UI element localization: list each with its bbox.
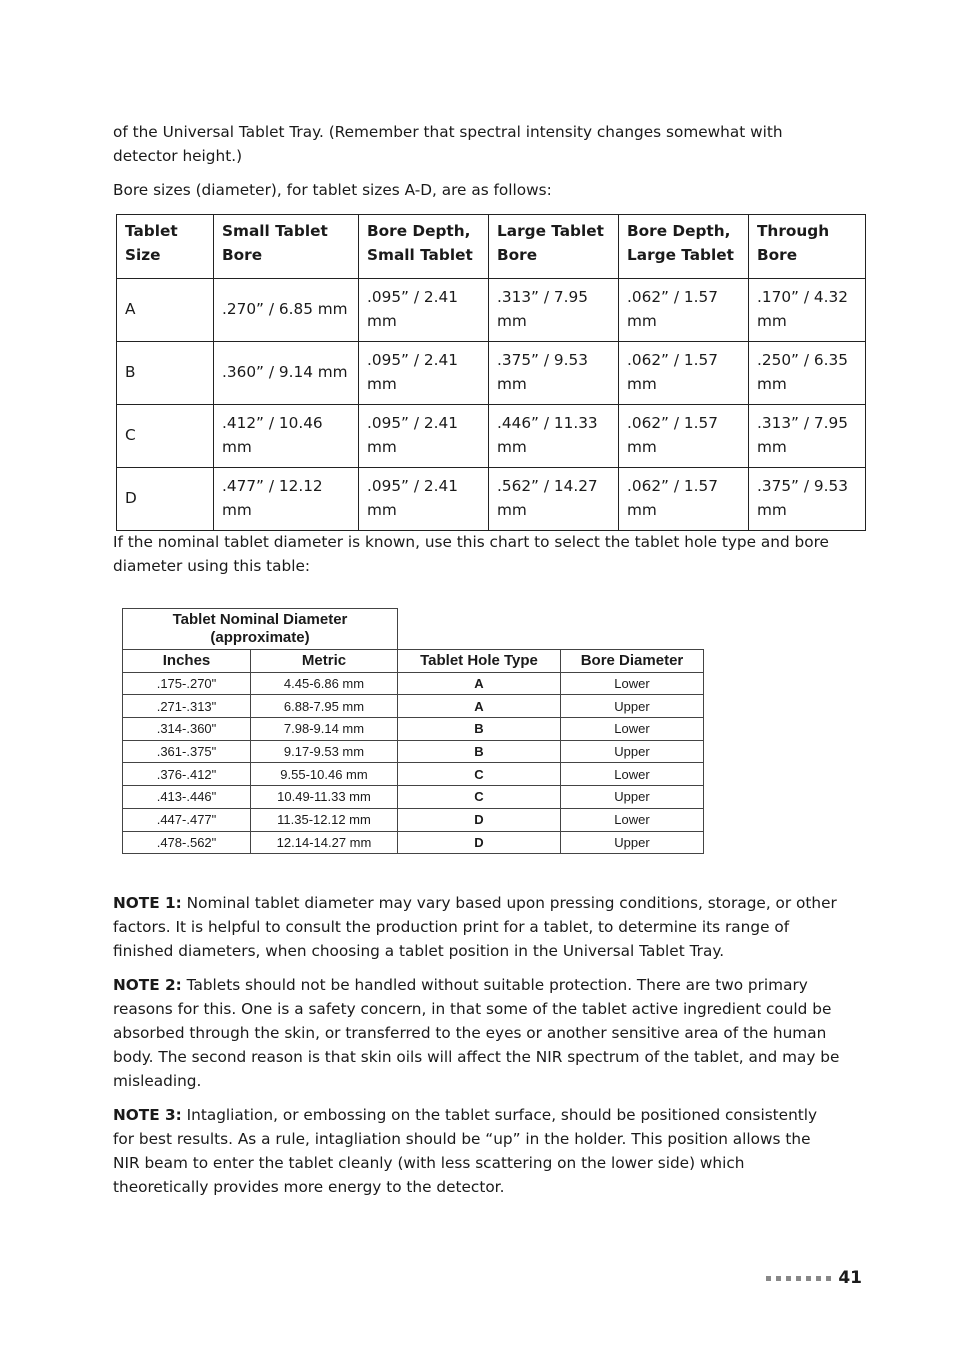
chart-group-header: Tablet Nominal Diameter (approximate) xyxy=(123,609,398,650)
chart-cell-bore: Upper xyxy=(561,740,704,763)
bore-header-large-depth: Bore Depth, Large Tablet xyxy=(619,215,749,279)
bore-cell: .562” / 14.27 mm xyxy=(489,468,619,531)
bore-header-small-bore: Small Tablet Bore xyxy=(214,215,359,279)
chart-header-hole-type: Tablet Hole Type xyxy=(398,650,561,673)
chart-cell-metric: 6.88-7.95 mm xyxy=(251,695,398,718)
chart-cell-hole-type: D xyxy=(398,808,561,831)
chart-cell-hole-type: B xyxy=(398,740,561,763)
chart-row xyxy=(123,672,704,695)
chart-header-inches: Inches xyxy=(123,650,251,673)
continuation-paragraph: of the Universal Tablet Tray. (Remember that spectral intensity changes somewhat with detector height.) xyxy=(113,123,783,165)
chart-header-bore-diameter: Bore Diameter xyxy=(561,650,704,673)
chart-cell-metric: 11.35-12.12 mm xyxy=(251,808,398,831)
chart-cell-hole-type: B xyxy=(398,718,561,741)
bore-cell: .446” / 11.33 mm xyxy=(489,405,619,468)
chart-cell-bore: Lower xyxy=(561,718,704,741)
chart-cell-bore: Upper xyxy=(561,786,704,809)
bore-cell: B xyxy=(117,342,214,405)
chart-cell-metric: 10.49-11.33 mm xyxy=(251,786,398,809)
chart-row xyxy=(123,740,704,763)
note-3-label: NOTE 3: xyxy=(113,1106,182,1124)
bore-cell: .313” / 7.95 mm xyxy=(749,405,866,468)
bore-row xyxy=(117,405,866,468)
chart-cell-bore: Lower xyxy=(561,763,704,786)
chart-cell-bore: Lower xyxy=(561,672,704,695)
bore-header-large-bore: Large Tablet Bore xyxy=(489,215,619,279)
bore-size-table xyxy=(116,214,866,531)
bore-row xyxy=(117,279,866,342)
chart-cell-hole-type: A xyxy=(398,695,561,718)
bore-cell: .062” / 1.57 mm xyxy=(619,468,749,531)
bore-cell: .375” / 9.53 mm xyxy=(489,342,619,405)
chart-cell-metric: 9.17-9.53 mm xyxy=(251,740,398,763)
chart-row xyxy=(123,695,704,718)
bore-cell: .477” / 12.12 mm xyxy=(214,468,359,531)
chart-row xyxy=(123,808,704,831)
note-3 xyxy=(113,1103,841,1199)
chart-cell-inches: .413-.446" xyxy=(123,786,251,809)
bore-cell: .062” / 1.57 mm xyxy=(619,279,749,342)
chart-cell-inches: .314-.360" xyxy=(123,718,251,741)
chart-header-metric: Metric xyxy=(251,650,398,673)
bore-cell: .170” / 4.32 mm xyxy=(749,279,866,342)
note-2 xyxy=(113,973,841,1093)
chart-row xyxy=(123,786,704,809)
bore-cell: C xyxy=(117,405,214,468)
bore-row xyxy=(117,468,866,531)
bore-cell: .095” / 2.41 mm xyxy=(359,405,489,468)
bore-cell: .412” / 10.46 mm xyxy=(214,405,359,468)
bore-cell: .062” / 1.57 mm xyxy=(619,342,749,405)
chart-cell-inches: .175-.270" xyxy=(123,672,251,695)
chart-cell-metric: 12.14-14.27 mm xyxy=(251,831,398,854)
bore-header-small-depth: Bore Depth, Small Tablet xyxy=(359,215,489,279)
chart-blank-cell xyxy=(398,609,704,650)
chart-cell-hole-type: D xyxy=(398,831,561,854)
note-1-text: Nominal tablet diameter may vary based upon pressing conditions, storage, or other factors. It is helpful to consult the production print for a tablet, to determine its range of finished diameters, when choosing a tablet position in the Universal Tablet Tray. xyxy=(113,894,837,960)
bore-cell: .095” / 2.41 mm xyxy=(359,342,489,405)
note-2-label: NOTE 2: xyxy=(113,976,182,994)
bore-cell: .062” / 1.57 mm xyxy=(619,405,749,468)
bore-cell: .375” / 9.53 mm xyxy=(749,468,866,531)
bore-header-through-bore: Through Bore xyxy=(749,215,866,279)
chart-cell-metric: 4.45-6.86 mm xyxy=(251,672,398,695)
chart-cell-metric: 7.98-9.14 mm xyxy=(251,718,398,741)
bore-intro-paragraph: Bore sizes (diameter), for tablet sizes A-D, are as follows: xyxy=(113,181,552,199)
chart-row xyxy=(123,763,704,786)
bore-cell: A xyxy=(117,279,214,342)
note-2-text: Tablets should not be handled without suitable protection. There are two primary reasons for this. One is a safety concern, in that some of the tablet active ingredient could be absorbed through the skin, or transferred to the eyes or another sensitive area of the human body. The second reason is that skin oils will affect the NIR spectrum of the tablet, and may be misleading. xyxy=(113,976,840,1090)
bore-cell: .313” / 7.95 mm xyxy=(489,279,619,342)
bore-header-tablet-size: Tablet Size xyxy=(117,215,214,279)
chart-row xyxy=(123,831,704,854)
chart-cell-hole-type: A xyxy=(398,672,561,695)
bore-row xyxy=(117,342,866,405)
chart-intro-paragraph: If the nominal tablet diameter is known, use this chart to select the tablet hole type and bore diameter using this table: xyxy=(113,533,829,575)
bore-cell: .250” / 6.35 mm xyxy=(749,342,866,405)
chart-cell-inches: .478-.562" xyxy=(123,831,251,854)
chart-cell-hole-type: C xyxy=(398,763,561,786)
chart-cell-bore: Upper xyxy=(561,831,704,854)
bore-cell: .095” / 2.41 mm xyxy=(359,468,489,531)
diameter-chart-table xyxy=(122,608,704,854)
bore-cell: .360” / 9.14 mm xyxy=(214,342,359,405)
chart-cell-inches: .376-.412" xyxy=(123,763,251,786)
note-1 xyxy=(113,891,841,963)
page-number: 41 xyxy=(838,1268,862,1288)
chart-cell-bore: Upper xyxy=(561,695,704,718)
chart-cell-inches: .447-.477" xyxy=(123,808,251,831)
bore-cell: D xyxy=(117,468,214,531)
chart-cell-metric: 9.55-10.46 mm xyxy=(251,763,398,786)
note-1-label: NOTE 1: xyxy=(113,894,182,912)
chart-cell-inches: .271-.313" xyxy=(123,695,251,718)
chart-cell-hole-type: C xyxy=(398,786,561,809)
chart-cell-bore: Lower xyxy=(561,808,704,831)
bore-cell: .095” / 2.41 mm xyxy=(359,279,489,342)
bore-cell: .270” / 6.85 mm xyxy=(214,279,359,342)
chart-row xyxy=(123,718,704,741)
footer-dots-decoration xyxy=(766,1276,831,1281)
note-3-text: Intagliation, or embossing on the tablet surface, should be positioned consistently for best results. As a rule, intagliation should be “up” in the holder. This position allows the NIR beam to enter the tablet cleanly (with less scattering on the lower side) which theoretically provides more energy to the detector. xyxy=(113,1106,818,1196)
chart-cell-inches: .361-.375" xyxy=(123,740,251,763)
